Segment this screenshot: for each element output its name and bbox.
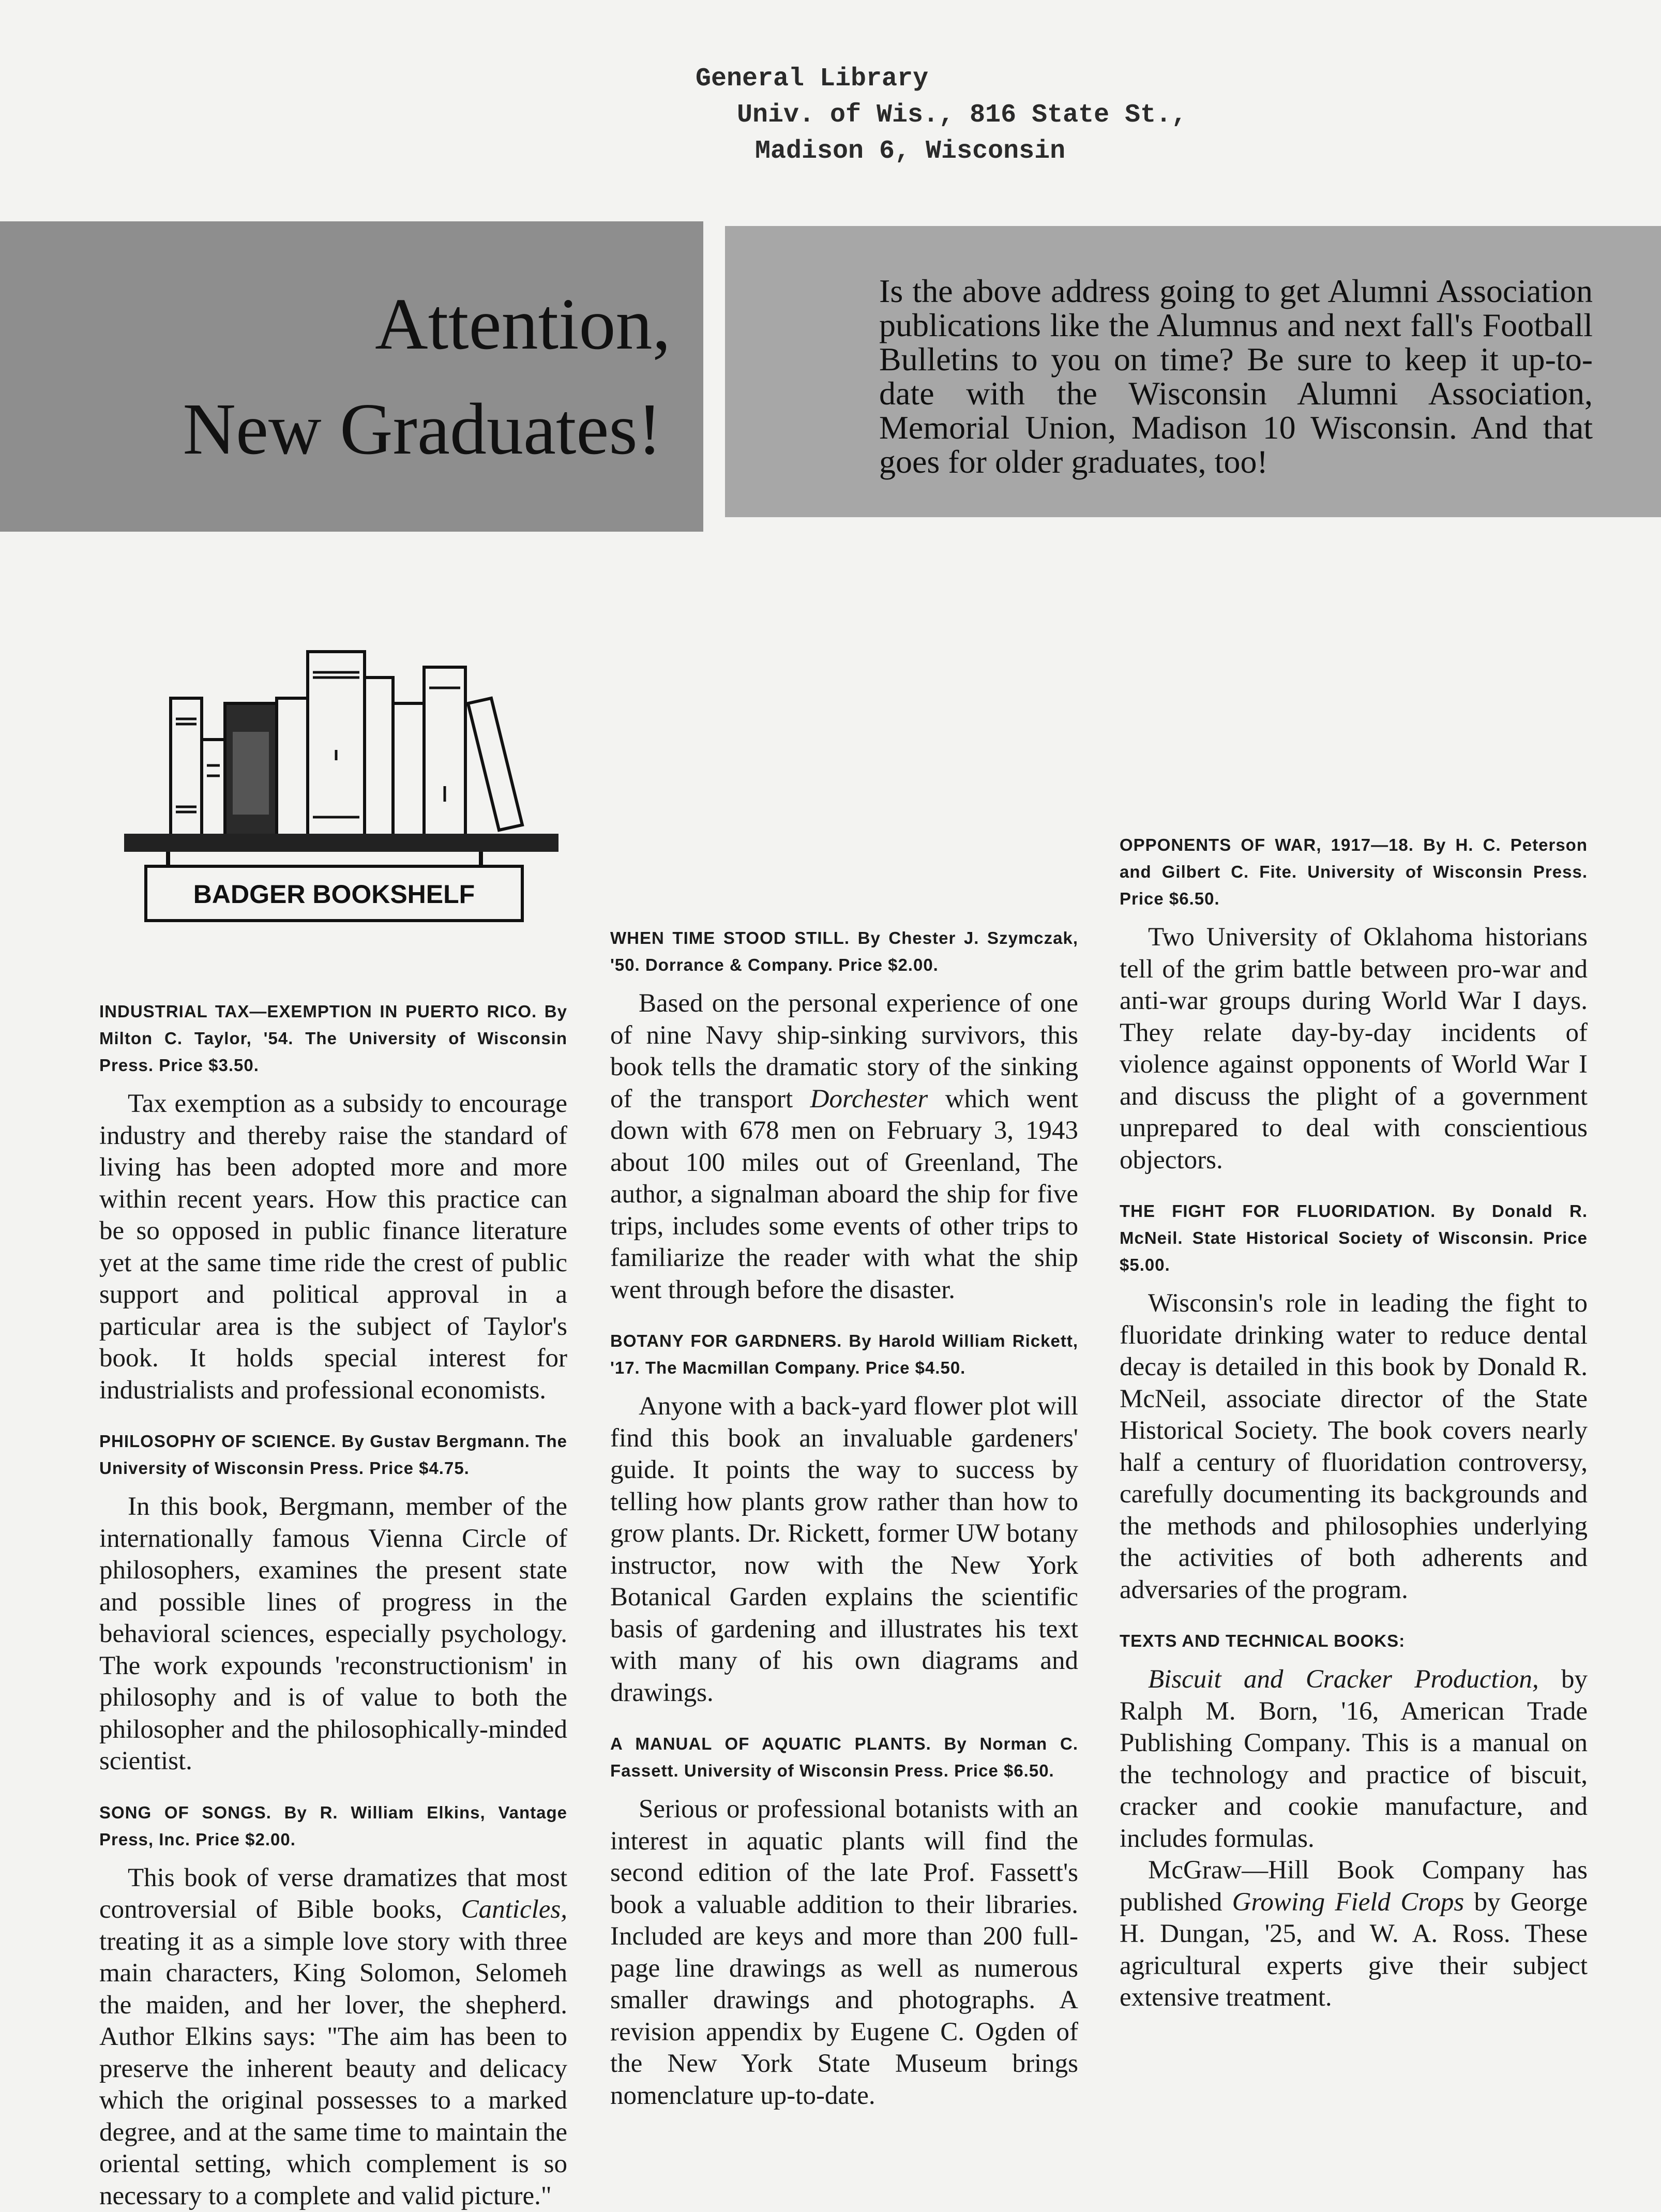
review-heading: PHILOSOPHY OF SCIENCE. By Gustav Bergmann. The University of Wisconsin Press. Price $4.75.: [99, 1432, 567, 1478]
review-text: by Ralph M. Born, '16, American Trade Publishing Company. This is a manual on the technology and practice of biscuit, cracker and cookie manufacture, and includes formulas.: [1120, 1665, 1588, 1853]
headline-line-1: Attention,: [375, 283, 671, 365]
review-body: Anyone with a back-yard flower plot will find this book an invaluable gardeners' guide. It points the way to success by telling how plants grow rather than how to grow plants. Dr. Rickett, former UW botany instructor, now with the New York Botanical Garden explains the scientific basis of gardening and illustrates his text with many of his own diagrams and drawings.: [610, 1392, 1078, 1707]
review-body: In this book, Bergmann, member of the internationally famous Vienna Circle of philosophers, examines the present state and possible lines of progress in the behavioral sciences, especially psychology. The work expounds 'reconstructionism' in philosophy and is of value to both the philosopher and the philosophically-minded scientist.: [99, 1492, 567, 1775]
review-heading: A MANUAL OF AQUATIC PLANTS. By Norman C. Fassett. University of Wisconsin Press. Price $6.50.: [610, 1734, 1078, 1780]
book-title: Biscuit and Cracker Production,: [1148, 1665, 1539, 1694]
review-text: by George H. Dungan, '25, and W. A. Ross. These agricultural experts give their subject extensive treatment.: [1120, 1887, 1588, 2012]
review-body: [1120, 1855, 1588, 2014]
review-body: [99, 1862, 567, 2212]
column-3: [1120, 635, 1588, 2014]
mailing-address: [696, 61, 1187, 170]
mailing-line-3: Madison 6, Wisconsin: [755, 137, 1066, 166]
book-title: Dorchester: [810, 1084, 928, 1113]
review-heading: WHEN TIME STOOD STILL. By Chester J. Szymczak, '50. Dorrance & Company. Price $2.00.: [610, 928, 1078, 974]
review-heading: INDUSTRIAL TAX—EXEMPTION IN PUERTO RICO. By Milton C. Taylor, '54. The University of Wisconsin Press. Price $3.50.: [99, 1002, 567, 1075]
book-title: Growing Field Crops: [1232, 1887, 1464, 1917]
review-text: McGraw—Hill Book Company has published: [1120, 1856, 1588, 1917]
headline-line-2: New Graduates!: [183, 388, 662, 470]
logo-label: BADGER BOOKSHELF: [193, 880, 475, 909]
alumni-notice: Is the above address going to get Alumni Association publications like the Alumnus and next fall's Football Bulletins to you on time? Be sure to keep it up-to-date with the Wisconsin Alumni Association, Memorial Union, Madison 10 Wisconsin. And that goes for older graduates, too!: [879, 273, 1593, 480]
review-body: [610, 988, 1078, 1306]
column-1: [99, 998, 567, 2212]
review-heading: TEXTS AND TECHNICAL BOOKS:: [1120, 1631, 1406, 1650]
review-heading: OPPONENTS OF WAR, 1917—18. By H. C. Peterson and Gilbert C. Fite. University of Wisconsin Press. Price $6.50.: [1120, 835, 1588, 908]
review-body: Serious or professional botanists with an interest in aquatic plants will find the second edition of the late Prof. Fassett's book a valuable addition to their libraries. Included are keys and more than 200 full-page line drawings as well as numerous smaller drawings and photographs. A revision appendix by Eugene C. Ogden of the New York State Museum brings nomenclature up-to-date.: [610, 1795, 1078, 2110]
book-title: Canticles,: [461, 1895, 567, 1924]
headline-panel: [0, 221, 703, 532]
review-heading: SONG OF SONGS. By R. William Elkins, Vantage Press, Inc. Price $2.00.: [99, 1802, 567, 1849]
review-body: Two University of Oklahoma historians tell of the grim battle between pro-war and anti-war groups during World War I days. They relate day-by-day incidents of violence against opponents of World War I and discuss the plight of a government unprepared to deal with conscientious objectors.: [1120, 923, 1588, 1175]
review-body: [1120, 1664, 1588, 1855]
review-body: Tax exemption as a subsidy to encourage industry and thereby raise the standard of living has been adopted more and more within recent years. How this practice can be so opposed in public finance literature yet at the same time ride the crest of public support and political approval in a particular area is the subject of Taylor's book. It holds special interest for industrialists and professional economists.: [99, 1089, 567, 1405]
review-text: which went down with 678 men on February 3, 1943 about 100 miles out of Greenland, The author, a signalman aboard the ship for five trips, includes some events of other trips to familiarize the reader with what the ship went through before the disaster.: [610, 1084, 1078, 1304]
review-text: Based on the personal experience of one of nine Navy ship-sinking survivors, this book tells the dramatic story of the sinking of the transport: [610, 989, 1078, 1113]
badger-bookshelf-logo: [124, 646, 558, 926]
column-2: [610, 635, 1078, 2112]
mailing-line-1: General Library: [696, 64, 929, 94]
review-heading: THE FIGHT FOR FLUORIDATION. By Donald R. McNeil. State Historical Society of Wisconsin. Price $5.00.: [1120, 1201, 1588, 1274]
mailing-line-2: Univ. of Wis., 816 State St.,: [737, 100, 1187, 130]
review-text: treating it as a simple love story with three main characters, King Solomon, Selomeh the maiden, and her lover, the shepherd. Author Elkins says: "The aim has been to preserve the inherent beauty and delicacy which the original possesses to a marked degree, and at the same time to maintain the oriental setting, which complement is so necessary to a complete and valid picture.": [99, 1927, 567, 2210]
review-body: Wisconsin's role in leading the fight to fluoridate drinking water to reduce dental decay is detailed in this book by Donald R. McNeil, associate director of the State Historical Society. The book covers nearly half a century of fluoridation controversy, carefully documenting its backgrounds and the methods and philosophies underlying the activities of both adherents and adversaries of the program.: [1120, 1289, 1588, 1604]
review-text: This book of verse dramatizes that most controversial of Bible books,: [99, 1863, 567, 1924]
review-heading: BOTANY FOR GARDNERS. By Harold William Rickett, '17. The Macmillan Company. Price $4.50.: [610, 1331, 1078, 1377]
